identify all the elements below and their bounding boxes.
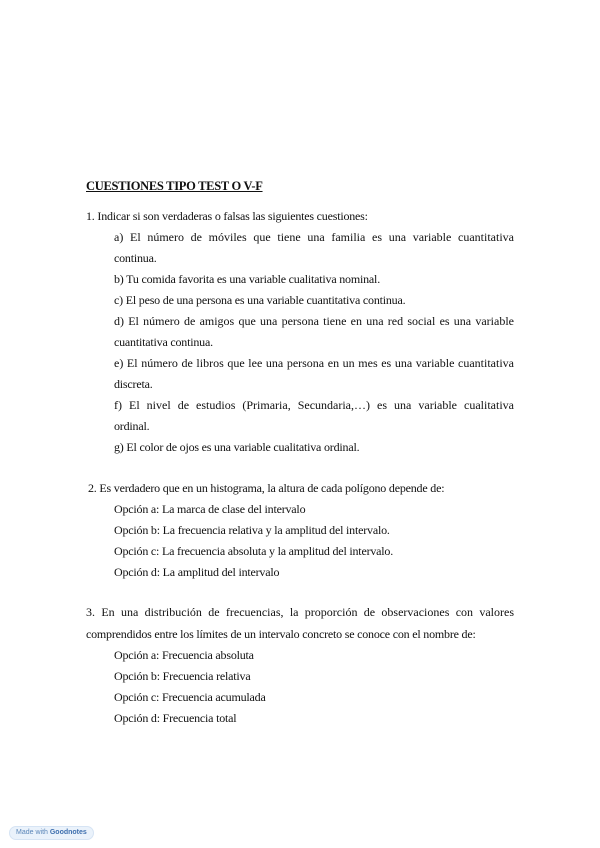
watermark-prefix: Made with [16, 829, 48, 836]
question-1-item-d-line-1: d) El número de amigos que una persona tiene en una red social es una variable [114, 314, 514, 328]
question-1-item-a-line-2: continua. [114, 251, 157, 265]
question-1-item-c: c) El peso de una persona es una variable cuantitativa continua. [114, 293, 406, 307]
watermark-brand: Goodnotes [49, 829, 87, 836]
question-3-intro-line-1: 3. En una distribución de frecuencias, la proporción de observaciones con valores [86, 605, 514, 619]
question-1-item-d-line-2: cuantitativa continua. [114, 335, 213, 349]
page-title: CUESTIONES TIPO TEST O V-F [86, 179, 263, 193]
question-1-item-g: g) El color de ojos es una variable cualitativa ordinal. [114, 440, 360, 454]
question-2-option-d: Opción d: La amplitud del intervalo [114, 565, 280, 579]
question-3-option-c: Opción c: Frecuencia acumulada [114, 690, 266, 704]
question-2-option-b: Opción b: La frecuencia relativa y la amplitud del intervalo. [114, 523, 390, 537]
question-2-option-a: Opción a: La marca de clase del intervalo [114, 502, 306, 516]
question-3-option-b: Opción b: Frecuencia relativa [114, 669, 251, 683]
question-1-item-e-line-2: discreta. [114, 377, 153, 391]
question-2-option-c: Opción c: La frecuencia absoluta y la amplitud del intervalo. [114, 544, 394, 558]
goodnotes-watermark [9, 826, 94, 840]
question-3-intro-line-2: comprendidos entre los límites de un intervalo concreto se conoce con el nombre de: [86, 627, 476, 641]
question-2-intro: 2. Es verdadero que en un histograma, la altura de cada polígono depende de: [88, 481, 445, 495]
question-1-item-b: b) Tu comida favorita es una variable cualitativa nominal. [114, 272, 380, 286]
question-1-item-e-line-1: e) El número de libros que lee una persona en un mes es una variable cuantitativa [114, 356, 514, 370]
question-1-intro: 1. Indicar si son verdaderas o falsas las siguientes cuestiones: [86, 209, 368, 223]
question-3-option-a: Opción a: Frecuencia absoluta [114, 648, 254, 662]
question-1-item-f-line-2: ordinal. [114, 419, 150, 433]
question-3-option-d: Opción d: Frecuencia total [114, 711, 237, 725]
question-1-item-a-line-1: a) El número de móviles que tiene una familia es una variable cuantitativa [114, 230, 514, 244]
question-1-item-f-line-1: f) El nivel de estudios (Primaria, Secundaria,…) es una variable cualitativa [114, 398, 514, 412]
